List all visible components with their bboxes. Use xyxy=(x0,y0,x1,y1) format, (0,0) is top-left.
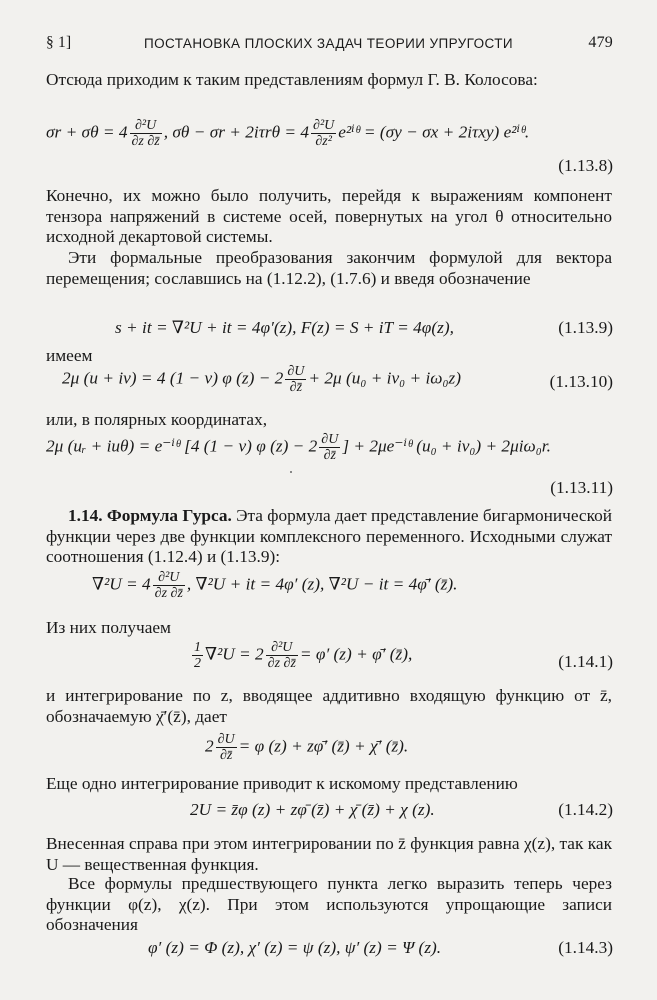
paragraph: 1.14. Формула Гурса. Эта формула дает представление бигармонической функции через две функции комплексного переменного. Исходными служат соотношения (1.12.4) и (1.13.9): xyxy=(46,506,612,566)
equation-1-13-10: 2μ (u + iv) = 4 (1 − ν) φ (z) − 2 $\frac{\partial U}{\partial z̄}$ + 2μ (u₀ + iv₀ + iω₀z) xyxy=(62,364,461,395)
fraction: $\frac{\text{∂²U}}{\text{∂z²}}$ xyxy=(313,118,335,149)
fraction: $\frac{1}{2}$ xyxy=(194,640,201,671)
equation-label: (1.13.11) xyxy=(550,478,613,497)
equation-gursa-sources: ∇²U = 4 $\frac{\text{∂²U}}{\partial z \partial z̄}$ , ∇²U + it = 4φ′ (z), ∇²U − it = 4φ̄′ (z̄). xyxy=(92,570,458,601)
equation-1-13-8: σr + σθ = 4 $\frac{\text{∂²U}}{\partial z \partial z̄}$ , σθ − σr + 2iτrθ = 4 $\frac{\text{∂²U}}{\text{∂z²}}$ e²ⁱᶿ = (σy − σx + 2iτxy) e²ⁱᶿ. xyxy=(46,118,530,149)
fraction: $\frac{\text{∂²U}}{\partial z \partial z̄}$ xyxy=(154,570,183,601)
running-title: ПОСТАНОВКА ПЛОСКИХ ЗАДАЧ ТЕОРИИ УПРУГОСТИ xyxy=(144,36,513,51)
paragraph: Все формулы предшествующего пункта легко выразить теперь через функции φ(z), χ(z). При этом используются упрощающие записи обозначения xyxy=(46,874,612,934)
page-number: 479 xyxy=(588,34,613,51)
equation-label: (1.13.10) xyxy=(549,372,613,391)
fraction: $\frac{\partial U}{\partial z̄}$ xyxy=(287,364,305,395)
equation-1-14-2: 2U = z̄φ (z) + zφ̄ (z̄) + χ̄ (z̄) + χ (z). xyxy=(190,800,435,819)
equation-label: (1.13.9) xyxy=(558,318,613,337)
equation-1-14-1: $\frac{1}{2}$ ∇²U = 2 $\frac{\text{∂²U}}{\partial z \partial z̄}$ = φ′ (z) + φ̄′ (z̄), xyxy=(194,640,413,671)
equation-label: (1.13.8) xyxy=(558,156,613,175)
equation-1-13-11: 2μ (uᵣ + iuθ) = e⁻ⁱᶿ [4 (1 − ν) φ (z) − 2 $\frac{\partial U}{\partial z̄}$ ] + 2μe⁻ⁱᶿ (u₀ + iv₀) + 2μiω₀r. xyxy=(46,432,551,463)
paragraph: Отсюда приходим к таким представлениям формул Г. В. Колосова: xyxy=(46,70,538,89)
paragraph: Конечно, их можно было получить, перейдя к выражениям компонент тензора напряжений в системе осей, повернутых на угол θ относительно исходной декартовой системы. xyxy=(46,186,612,246)
section-heading: 1.14. Формула Гурса. xyxy=(68,506,232,525)
equation-label: (1.14.2) xyxy=(558,800,613,819)
paragraph: имеем xyxy=(46,346,93,365)
paragraph: Внесенная справа при этом интегрировании по z̄ функция равна χ(z), так как U — вещественная функция. xyxy=(46,834,612,874)
fraction: $\frac{\text{∂²U}}{\partial z \partial z̄}$ xyxy=(267,640,296,671)
print-speck xyxy=(290,471,292,473)
equation-label: (1.14.3) xyxy=(558,938,613,957)
paragraph: Из них получаем xyxy=(46,618,171,637)
paragraph: или, в полярных координатах, xyxy=(46,410,268,429)
equation-label: (1.14.1) xyxy=(558,652,613,671)
fraction: $\frac{\text{∂²U}}{\partial z \partial z̄}$ xyxy=(131,118,160,149)
equation-integration: 2 $\frac{\partial U}{\partial z̄}$ = φ (z) + zφ̄′ (z̄) + χ̄′ (z̄). xyxy=(205,732,409,763)
equation-1-14-3: φ′ (z) = Φ (z), χ′ (z) = ψ (z), ψ′ (z) = Ψ (z). xyxy=(148,938,442,957)
equation-1-13-9: s + it = ∇²U + it = 4φ′(z), F(z) = S + iT = 4φ(z), xyxy=(115,318,454,337)
section-marker: § 1] xyxy=(46,34,72,51)
paragraph: Эти формальные преобразования закончим формулой для вектора перемещения; сославшись на (1.12.2), (1.7.6) и введя обозначение xyxy=(46,248,612,288)
fraction: $\frac{\partial U}{\partial z̄}$ xyxy=(321,432,339,463)
paragraph: и интегрирование по z, вводящее аддитивно входящую функцию от z̄, обозначаемую χ̄′(z̄), дает xyxy=(46,686,612,726)
paragraph: Еще одно интегрирование приводит к искомому представлению xyxy=(46,774,518,793)
fraction: $\frac{\partial U}{\partial z̄}$ xyxy=(217,732,235,763)
